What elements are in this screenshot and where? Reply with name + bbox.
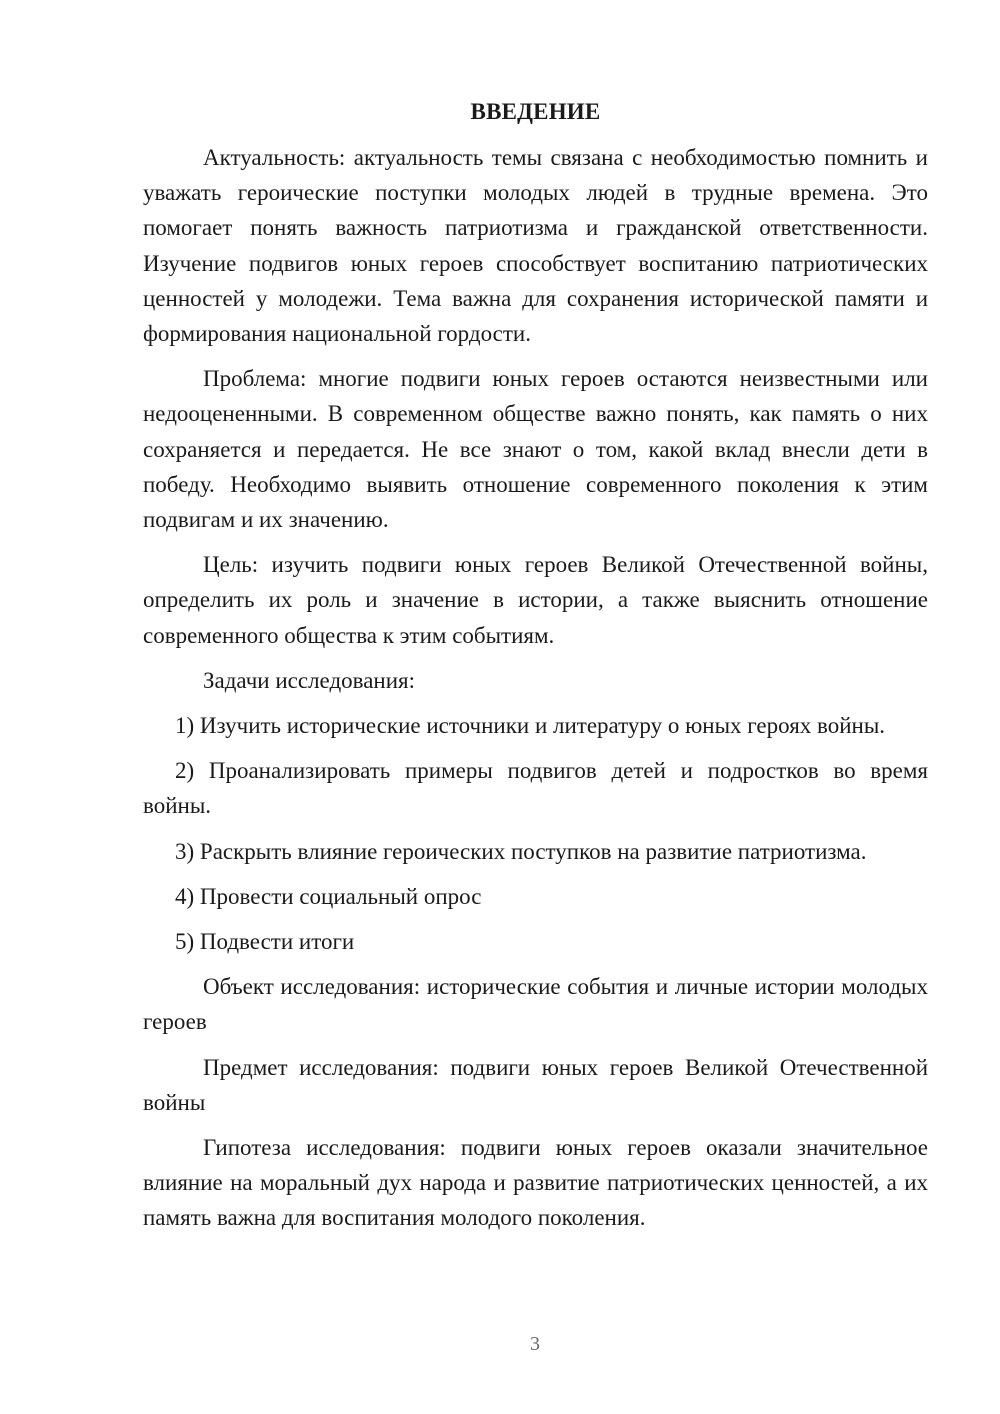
paragraph-hypothesis: Гипотеза исследования: подвиги юных героев оказали значительное влияние на моральный дух народа и развитие патриотических ценностей, а их память важна для воспитания молодого поколения.	[143, 1135, 928, 1231]
task-item: 4) Провести социальный опрос	[175, 883, 482, 909]
tasks-heading: Задачи исследования:	[203, 667, 416, 693]
page-title: ВВЕДЕНИЕ	[470, 99, 601, 124]
task-item: 2) Проанализировать примеры подвигов детей и подростков во время войны.	[143, 758, 928, 819]
paragraph-problem: Проблема: многие подвиги юных героев остаются неизвестными или недооцененными. В современном обществе важно понять, как память о них сохраняется и передается. Не все знают о том, какой вклад внесли дети в победу. Необходимо выявить отношение современного поколения к этим подвигам и их значению.	[143, 366, 928, 533]
task-item: 3) Раскрыть влияние героических поступков на развитие патриотизма.	[175, 838, 867, 864]
paragraph-relevance: Актуальность: актуальность темы связана с необходимостью помнить и уважать героические поступки молодых людей в трудные времена. Это помогает понять важность патриотизма и гражданской ответственности. Изучение подвигов юных героев способствует воспитанию патриотических ценностей у молодежи. Тема важна для сохранения исторической памяти и формирования национальной гордости.	[143, 145, 928, 347]
paragraph-subject: Предмет исследования: подвиги юных героев Великой Отечественной войны	[143, 1054, 928, 1115]
task-item: 5) Подвести итоги	[175, 929, 355, 955]
paragraph-object: Объект исследования: исторические события и личные истории молодых героев	[143, 974, 928, 1035]
task-item: 1) Изучить исторические источники и литературу о юных героях войны.	[175, 713, 886, 739]
page-number: 3	[530, 1333, 540, 1355]
document-page	[143, 96, 928, 1246]
paragraph-goal: Цель: изучить подвиги юных героев Великой Отечественной войны, определить их роль и значение в истории, а также выяснить отношение современного общества к этим событиям.	[143, 552, 928, 648]
